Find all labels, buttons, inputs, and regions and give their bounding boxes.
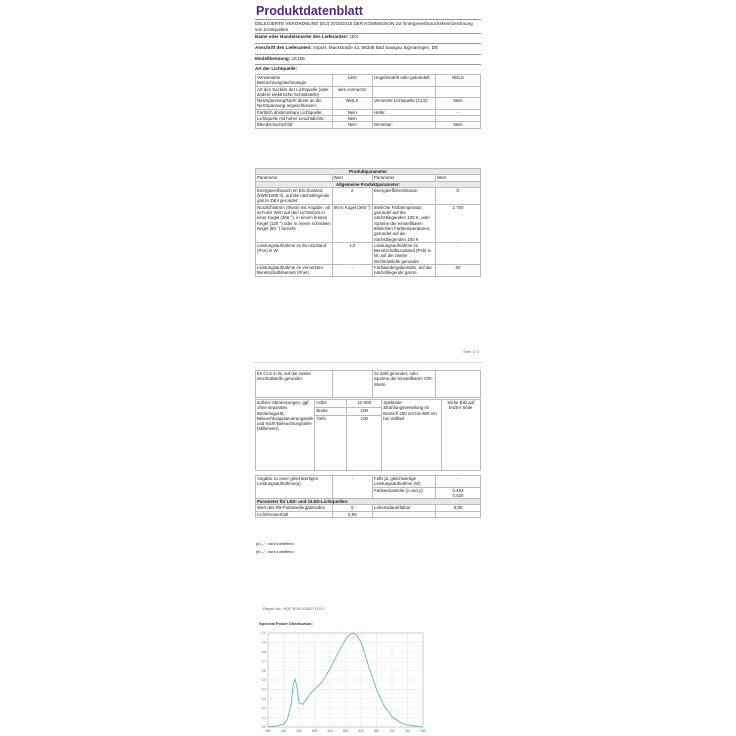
equivalent-value: - bbox=[332, 476, 373, 499]
footnote-b: (b) „-“: nicht zutreffend; bbox=[256, 550, 295, 554]
chroma-y: 0,420 bbox=[452, 492, 464, 498]
led-params-header: Parameter für LED- und OLED-Lichtquellen: bbox=[256, 499, 481, 505]
chroma-x: 0,463 bbox=[452, 487, 464, 493]
dimensions-table bbox=[255, 399, 481, 471]
footnote-a: (a) „-“: nicht zutreffend; bbox=[256, 542, 295, 546]
table-cell: - bbox=[436, 242, 481, 264]
table-cell: 80 bbox=[436, 265, 481, 277]
table-cell: Hülle: bbox=[373, 109, 436, 115]
y-tick-label: 0.3 bbox=[261, 697, 266, 701]
table-row bbox=[256, 75, 481, 87]
x-tick-label: 700 bbox=[389, 729, 395, 733]
table-cell: Farblich abstimmbare Lichtquelle: bbox=[256, 109, 333, 115]
model-id: LK155 bbox=[291, 56, 305, 61]
chart-grid bbox=[268, 633, 423, 727]
datasheet-page-2 bbox=[253, 370, 483, 560]
table-cell: 2 700 bbox=[436, 204, 481, 242]
type-label: Art der Lichtquelle: bbox=[255, 66, 298, 71]
table-cell bbox=[373, 511, 436, 517]
y-tick-label: 0.2 bbox=[261, 706, 266, 711]
y-tick-label: 0.6 bbox=[261, 668, 266, 673]
x-tick-label: 380 bbox=[265, 729, 271, 733]
y-tick-label: 0.4 bbox=[261, 687, 266, 692]
supplier-address: Import, Mackstraße 42, 88348 Bad Saulgau Sigmaringen, DE bbox=[313, 45, 439, 50]
supplier-address-row bbox=[255, 45, 481, 51]
dimensions-label: äußere Abmessungen, ggf. ohne separates Betriebsgerät, Beleuchtungssteuerungsteile und Nicht-Beleuchtungsteile (Millimeter) bbox=[256, 400, 315, 471]
supplier-name: LEX bbox=[349, 34, 359, 39]
table-cell: Nutzlichtstrom (Φuse) mit Angabe, ob sich der Wert auf den Lichtstrom in einer Kugel (360 °), in einem breiten Kegel (120 °) oder in einem schmalen Kegel (90 °) bezieht bbox=[256, 204, 333, 242]
supplier-name-row bbox=[255, 34, 481, 40]
datasheet-page-1 bbox=[253, 0, 483, 363]
table-row bbox=[256, 98, 481, 110]
spectral-power-chart bbox=[248, 627, 428, 736]
x-tick-label: 740 bbox=[404, 729, 411, 733]
table-cell: Ungebündelt oder gebündelt: bbox=[373, 75, 436, 87]
spectral-value: Siehe Bild auf letzter Seite bbox=[441, 400, 480, 471]
table-cell: 2 bbox=[332, 187, 373, 204]
equivalent-table bbox=[255, 475, 481, 518]
r9-label: Wert des R9-Farbwiedergabeindex bbox=[256, 505, 333, 511]
table-row bbox=[256, 187, 481, 204]
x-tick-label: 620 bbox=[358, 729, 364, 733]
spectral-label: Spektrale Strahlungsverteilung im Bereich 250 nm bis 800 nm bei Volllast bbox=[382, 400, 441, 471]
y-tick-label: 1.0 bbox=[261, 631, 266, 636]
light-source-type-table bbox=[255, 74, 481, 129]
table-cell: ähnliche Farbtemperatur, gerundet auf die nächstliegenden 100 K, oder Spanne der einstellbaren ähnlichen Farbtemperaturen, gerundet auf die nächstliegenden 100 K bbox=[373, 204, 436, 242]
table-cell: Farbwiedergabeindex, auf die nächstliegende ganze bbox=[373, 265, 436, 277]
table-cell bbox=[332, 371, 373, 398]
table-cell: Nein bbox=[332, 116, 373, 122]
table-row bbox=[256, 371, 481, 398]
table-cell: Vernetzte Lichtquelle (CLS): bbox=[373, 98, 436, 110]
table-row bbox=[256, 122, 481, 128]
table-cell bbox=[436, 511, 481, 517]
table-cell: NDLS bbox=[436, 75, 481, 87]
report-number: Report No.: HQF-ESH-Y0402-Y10-2 bbox=[263, 607, 325, 611]
product-params-table bbox=[255, 168, 481, 277]
table-cell: Nein bbox=[436, 98, 481, 110]
regulation-text: DELEGIERTE VERORDNUNG (EU) 2019/2015 DER KOMMISSION zur Energieverbrauchskennzeichnung von Lichtquellen bbox=[255, 21, 473, 32]
table-row bbox=[256, 204, 481, 242]
param-col-header: Parameter bbox=[256, 175, 333, 181]
model-row bbox=[255, 56, 481, 62]
chart-title: Spectral Power Distribution: bbox=[259, 621, 313, 626]
value-col-header: Wert bbox=[332, 175, 373, 181]
table-row bbox=[256, 86, 481, 98]
continued-params-table bbox=[255, 370, 481, 398]
table-cell: Leistungsaufnahme im Bereitschaftszustand (Psb) in W, auf die zweite Dezimalstelle gerundet bbox=[373, 242, 436, 264]
maintenance-label: Lichtstromerhalt bbox=[256, 511, 333, 517]
r9-value: 0 bbox=[332, 505, 373, 511]
table-cell: NMLS bbox=[332, 98, 373, 110]
table-cell: LED bbox=[332, 75, 373, 87]
table-cell: 1,0 bbox=[332, 242, 373, 264]
x-tick-label: 660 bbox=[373, 729, 380, 733]
table-cell: Art des Sockels der Lichtquelle (oder andere elektrische Schnittstelle) bbox=[256, 86, 333, 98]
maintenance-value: 0,89 bbox=[332, 511, 373, 517]
dim-value: 10 000 bbox=[347, 400, 382, 408]
table-cell bbox=[436, 371, 481, 398]
divider bbox=[255, 19, 481, 20]
dim-value: 100 bbox=[347, 416, 382, 471]
table-cell: G bbox=[436, 187, 481, 204]
supplier-address-label: Anschrift des Lieferanten: bbox=[255, 45, 312, 50]
y-tick-label: 0.1 bbox=[261, 715, 266, 720]
x-tick-label: 580 bbox=[342, 729, 349, 733]
general-params-header: Allgemeine Produktparameter: bbox=[256, 181, 481, 187]
x-tick-label: 780 bbox=[420, 729, 426, 733]
falls-label: Falls ja, gleichwertige Leistungsaufnahme (W) bbox=[373, 476, 436, 488]
page-number: Seite 1 / 4 bbox=[463, 350, 479, 354]
table-cell: für CLS in W, auf die zweite Dezimalstelle gerundet bbox=[256, 371, 333, 398]
equivalent-label: Angabe zu einer gleichwertigen Leistungsaufnahme(a) bbox=[256, 476, 333, 499]
y-tick-label: 0.8 bbox=[261, 650, 266, 654]
dim-label: Breite bbox=[315, 408, 347, 416]
table-cell: Blendschutzschild: bbox=[256, 122, 333, 128]
divider bbox=[255, 43, 481, 44]
x-tick-label: 420 bbox=[280, 729, 287, 733]
model-label: Modellkennung: bbox=[255, 56, 291, 61]
divider bbox=[255, 64, 481, 65]
dim-value: 100 bbox=[347, 408, 382, 416]
product-params-header: Produktparameter bbox=[256, 169, 481, 175]
table-cell: - bbox=[436, 109, 481, 115]
life-value: 0,90 bbox=[436, 505, 481, 511]
table-cell: Nein bbox=[436, 122, 481, 128]
life-label: Lebensdauerfaktor bbox=[373, 505, 436, 511]
x-tick-label: 500 bbox=[311, 729, 318, 733]
table-cell: 90 in Kugel (360 °) bbox=[332, 204, 373, 242]
table-row bbox=[256, 242, 481, 264]
param-col-header: Parameter bbox=[373, 175, 436, 181]
table-cell bbox=[436, 86, 481, 98]
dim-label: Höhe bbox=[315, 400, 347, 408]
table-cell bbox=[373, 86, 436, 98]
page-title: Produktdatenblatt bbox=[256, 4, 363, 18]
table-cell: Nein bbox=[332, 109, 373, 115]
table-cell: Leistungsaufnahme im vernetzten Bereitschaftsbetrieb (Pnet) bbox=[256, 265, 333, 277]
value-col-header: Wert bbox=[436, 175, 481, 181]
table-cell: Energieeffizienzklasse bbox=[373, 187, 436, 204]
x-tick-label: 460 bbox=[296, 729, 302, 733]
chroma-label: Farbwertanteile (x und y) bbox=[373, 487, 436, 499]
falls-value: - bbox=[436, 476, 481, 488]
table-cell: Energieverbrauch im Ein-Zustand (kWh/1000 h), auf die nächstliegende ganze Zahl gerundet bbox=[256, 187, 333, 204]
table-cell: Leistungsaufnahme im Ein-Zustand (Pon) in W bbox=[256, 242, 333, 264]
table-cell: Netzspannung/Nicht direkt an die Netzspannung angeschlossen: bbox=[256, 98, 333, 110]
chroma-values bbox=[436, 487, 481, 499]
supplier-name-label: Name oder Handelsmarke des Lieferanten: bbox=[255, 34, 349, 39]
dim-label: Tiefe bbox=[315, 416, 347, 471]
divider bbox=[255, 54, 481, 55]
table-cell: - bbox=[332, 265, 373, 277]
x-tick-label: 540 bbox=[327, 729, 333, 733]
table-cell: Lichtquelle mit hoher Leuchtdichte: bbox=[256, 116, 333, 122]
y-tick-label: 0.0 bbox=[261, 725, 266, 730]
table-cell: Dimmbar: bbox=[373, 122, 436, 128]
table-cell: wire connector bbox=[332, 86, 373, 98]
y-tick-label: 0.9 bbox=[261, 640, 266, 645]
table-cell: Nein bbox=[332, 122, 373, 128]
table-cell: Verwendete Beleuchtungstechnologie: bbox=[256, 75, 333, 87]
table-row bbox=[256, 265, 481, 277]
y-tick-label: 0.7 bbox=[261, 659, 266, 664]
table-cell: ze Zahl gerundet, oder Spanne der einstellbaren CRI-Werte bbox=[373, 371, 436, 398]
y-tick-label: 0.5 bbox=[261, 678, 266, 683]
